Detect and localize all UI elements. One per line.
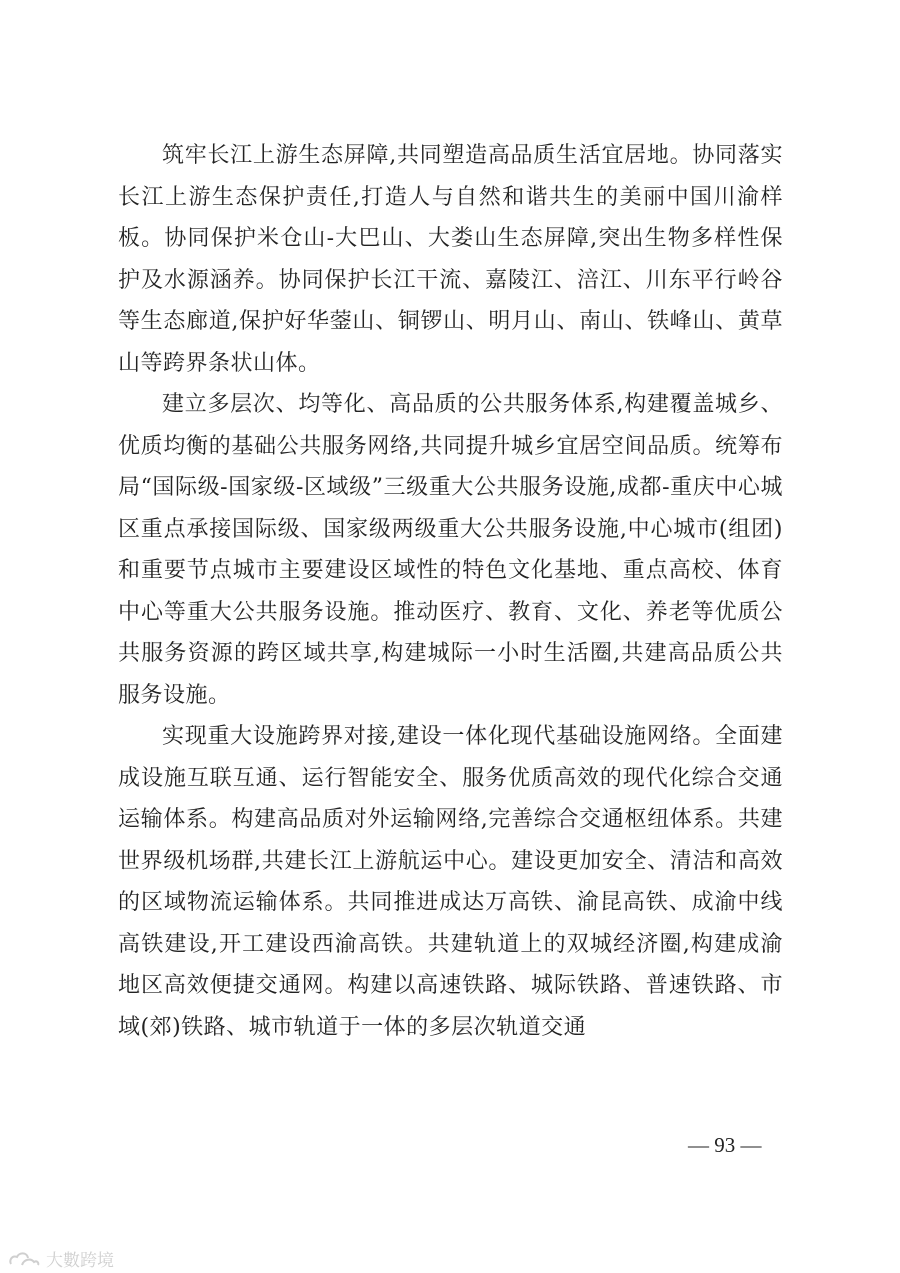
cloud-logo-icon — [8, 1250, 40, 1268]
page-number: — 93 — — [688, 1133, 762, 1157]
paragraph-public-services: 建立多层次、均等化、高品质的公共服务体系,构建覆盖城乡、优质均衡的基础公共服务网络,共同提升城乡宜居空间品质。统筹布局“国际级-国家级-区域级”三级重大公共服务设施,成都-重庆中心城区重点承接国际级、国家级两级重大公共服务设施,中心城市(组团)和重要节点城市主要建设区域性的特色文化基地、重点高校、体育中心等重大公共服务设施。推动医疗、教育、文化、养老等优质公共服务资源的跨区域共享,构建城际一小时生活圈,共建高品质公共服务设施。 — [118, 392, 783, 708]
watermark-text: 大數跨境 — [46, 1251, 114, 1271]
page-body — [118, 135, 783, 1048]
paragraph-infrastructure: 实现重大设施跨界对接,建设一体化现代基础设施网络。全面建成设施互联互通、运行智能安全、服务优质高效的现代化综合交通运输体系。构建高品质对外运输网络,完善综合交通枢纽体系。共建世界级机场群,共建长江上游航运中心。建设更加安全、清洁和高效的区域物流运输体系。共同推进成达万高铁、渝昆高铁、成渝中线高铁建设,开工建设西渝高铁。共建轨道上的双城经济圈,构建成渝地区高效便捷交通网。构建以高速铁路、城际铁路、普速铁路、市域(郊)铁路、城市轨道于一体的多层次轨道交通 — [118, 724, 783, 1040]
watermark — [8, 1246, 114, 1271]
paragraph-ecology: 筑牢长江上游生态屏障,共同塑造高品质生活宜居地。协同落实长江上游生态保护责任,打造人与自然和谐共生的美丽中国川渝样板。协同保护米仓山-大巴山、大娄山生态屏障,突出生物多样性保护及水源涵养。协同保护长江干流、嘉陵江、涪江、川东平行岭谷等生态廊道,保护好华蓥山、铜锣山、明月山、南山、铁峰山、黄草山等跨界条状山体。 — [118, 143, 783, 376]
